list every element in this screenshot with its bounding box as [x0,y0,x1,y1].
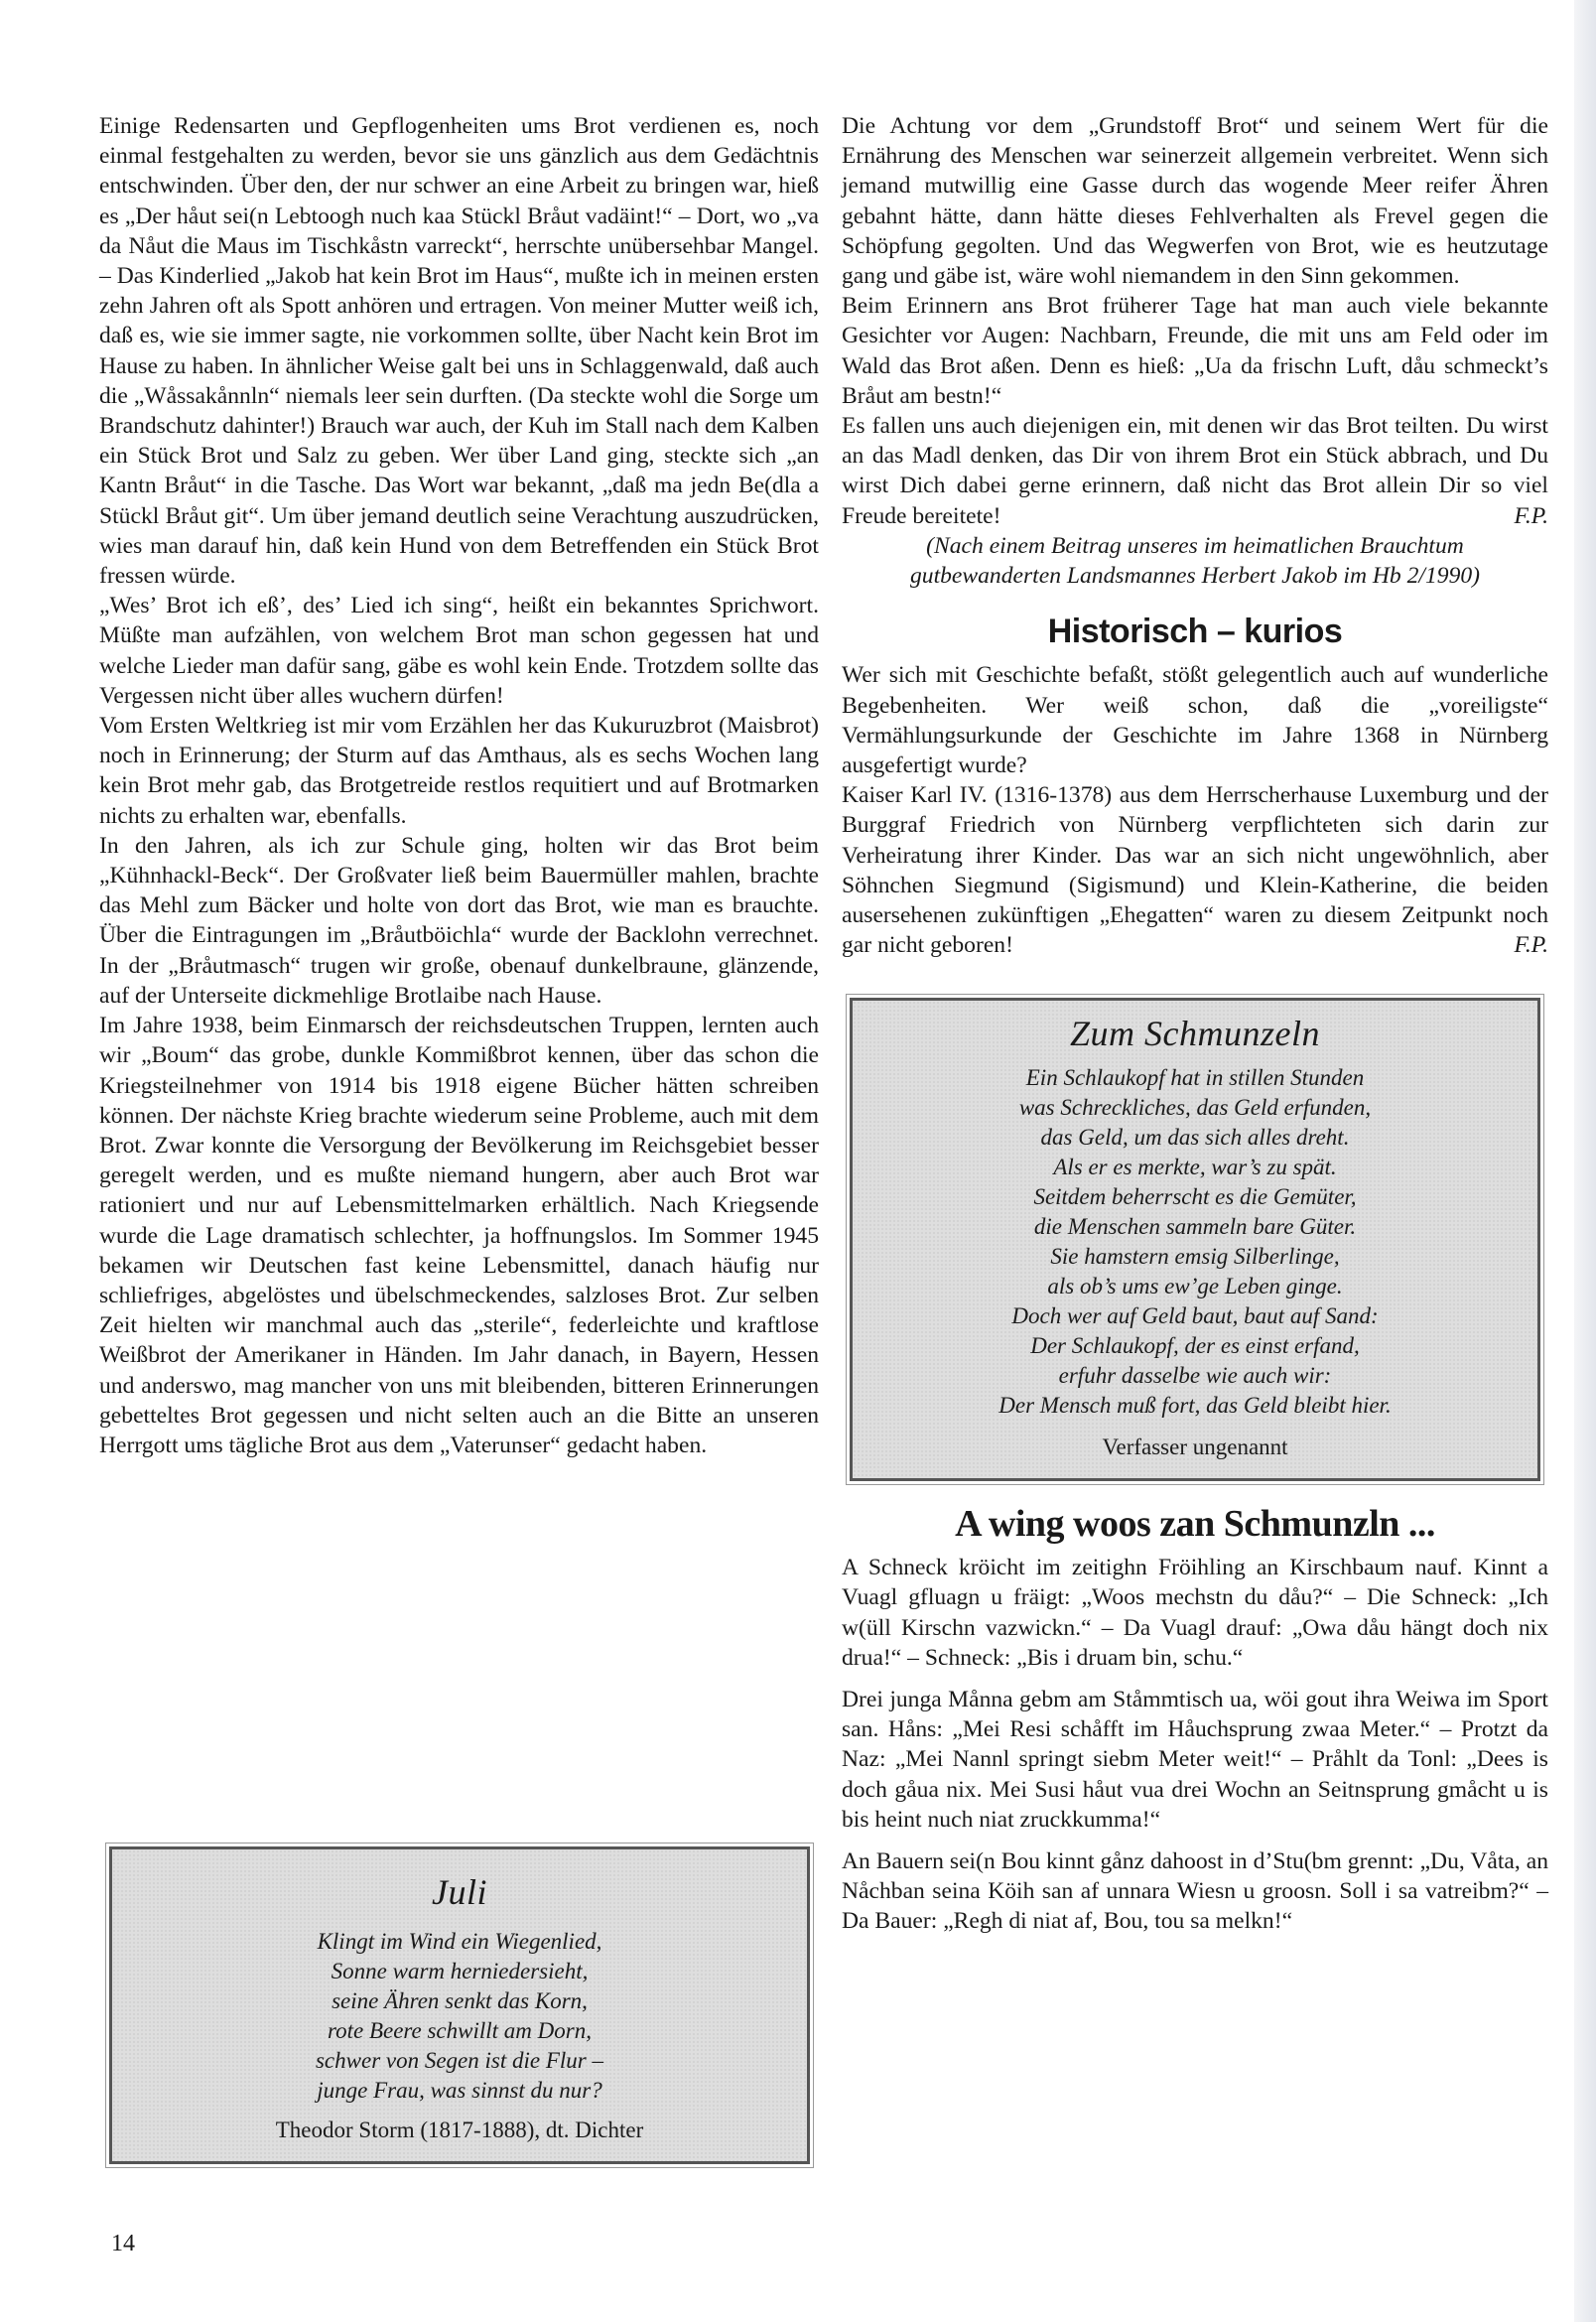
left-paragraph: Einige Redensarten und Gepflogenheiten ums Brot verdienen es, noch einmal festgehalten zu werden, bevor sie uns gänzlich aus dem Gedächtnis entschwinden. Über den, der nur schwer an eine Arbeit zu bringen war, hieß es „Der håut sei(n Lebtoogh nuch kaa Stückl Bråut vadäint!“ – Dort, wo „va da Nåut die Maus im Tischkåstn varreckt“, herrschte unübersehbar Mangel. – Das Kinderlied „Jakob hat kein Brot im Haus“, mußte ich in meinen ersten zehn Jahren oft als Spott anhören und ertragen. Von meiner Mutter weiß ich, daß es, wie sie immer sagte, nie vorkommen sollte, über Nacht kein Brot im Hause zu haben. In ähnlicher Weise galt bei uns in Schlaggenwald, daß auch die „Wåssakånnln“ niemals leer sein durften. (Da steckte wohl die Sorge um Brandschutz dahinter!) Brauch war auch, der Kuh im Stall nach dem Kalben ein Stück Brot und Salz zu geben. Wer über Land ging, steckte sich „an Kantn Bråut“ in die Tasche. Das Wort war bekannt, „daß ma jedn Be(dla a Stückl Bråut git“. Um über jemand deutlich seine Verachtung auszudrücken, wies man darauf hin, daß kein Hund von dem Betreffenden ein Stück Brot fressen würde. [99,113,819,590]
schmunzeln-poem-box [850,998,1540,1480]
page-edge-shadow [1574,0,1596,2322]
historisch-signature: F.P. [1514,932,1548,959]
poem-line: Als er es merkte, war’s zu spät. [1053,1154,1337,1179]
poem-line: Sonne warm herniedersieht, [331,1959,589,1983]
historisch-paragraph [842,780,1548,960]
source-note: gutbewanderten Landsmannes Herbert Jakob im Hb 2/1990) [909,563,1481,590]
poem-line: das Geld, um das sich alles dreht. [1040,1124,1350,1150]
right-paragraph-text: Es fallen uns auch diejenigen ein, mit denen wir das Brot teilten. Du wirst an das Madl denken, das Dir von ihrem Brot ein Stück abbrach, und Du wirst Dich dabei gerne erinnern, daß nicht das Brot allein Dir so viel Freude bereitete! [842,413,1548,529]
poem-line: seine Ähren senkt das Korn, [332,1988,588,2013]
wing-heading: A wing woos zan Schmunzln ... [955,1502,1435,1545]
page-number: 14 [111,2231,135,2256]
left-paragraph: „Wes’ Brot ich eß’, des’ Lied ich sing“, heißt ein bekanntes Sprichwort. Müßte man aufzählen, von welchem Brot man schon gegessen hat und welche Lieder man dafür sang, gäbe es wohl kein Ende. Trotzdem sollte das Vergessen nicht über alles wuchern dürfen! [99,593,819,709]
juli-poem-author: Theodor Storm (1817-1888), dt. Dichter [275,2117,644,2142]
poem-line: Der Mensch muß fort, das Geld bleibt hier. [998,1392,1392,1418]
poem-line: schwer von Segen ist die Flur – [315,2048,603,2073]
poem-line: junge Frau, was sinnst du nur? [317,2078,602,2103]
poem-line: erfuhr dasselbe wie auch wir: [1058,1362,1332,1388]
right-paragraph: Die Achtung vor dem „Grundstoff Brot“ und seinem Wert für die Ernährung des Menschen war seinerzeit allgemein verbreitet. Wenn sich jemand mutwillig eine Gasse durch das wogende Meer reifer Ähren gebahnt hätte, dann hätte dieses Fehlverhalten als Frevel gegen die Schöpfung gegolten. Und das Wegwerfen von Brot, wie es heutzutage gang und gäbe ist, wäre wohl niemandem in den Sinn gekommen. [842,113,1548,290]
wing-paragraph: A Schneck kröicht im zeitighn Fröihling an Kirschbaum nauf. Kinnt a Vuagl gfluagn u fräigt: „Woos mechstn du dåu?“ – Die Schneck: „Ich w(üll Kirschn vazwickn.“ – Da Vuagl drauf: „Owa dåu hängt doch nix drua!“ – Schneck: „Bis i druam bin, schu.“ [842,1555,1548,1671]
poem-line: was Schreckliches, das Geld erfunden, [1018,1094,1372,1120]
poem-line: die Menschen sammeln bare Güter. [1033,1213,1357,1239]
poem-line: Doch wer auf Geld baut, baut auf Sand: [1011,1302,1379,1328]
schmunzeln-poem-title: Zum Schmunzeln [1070,1014,1320,1054]
poem-line: Klingt im Wind ein Wiegenlied, [317,1929,602,1954]
juli-poem-frame [109,1846,810,2164]
poem-line: Sie hamstern emsig Silberlinge, [1050,1243,1340,1269]
right-paragraph [842,411,1548,531]
juli-poem-box [109,1835,810,2164]
poem-line: rote Beere schwillt am Dorn, [328,2018,592,2043]
left-paragraph: In den Jahren, als ich zur Schule ging, holten wir das Brot beim „Kühnhackl-Beck“. Der Großvater ließ beim Bauermüller mahlen, brachte das Mehl zum Bäcker und holte von dort das Brot, wie man es brauchte. Über die Eintragungen im „Bråutböichla“ wurde der Backlohn verrechnet. In der „Bråutmasch“ trugen wir große, obenauf dunkelbraune, glänzende, auf der Unterseite dickmehlige Brotlaibe nach Hause. [99,832,819,1009]
historisch-heading: Historisch – kurios [1047,613,1343,651]
wing-paragraph: An Bauern sei(n Bou kinnt gånz dahoost in d’Stu(bm grennt: „Du, Våta, an Nåchban seina Köih san af unnara Wiesn u groosn. Soll i sa vatreibm?“ – Da Bauer: „Regh di niat af, Bou, tou sa melkn!“ [842,1847,1548,1935]
poem-line: als ob’s ums ew’ge Leben ginge. [1047,1273,1343,1298]
juli-poem-title: Juli [432,1872,487,1912]
intro-signature: F.P. [1514,502,1548,529]
left-paragraph: Vom Ersten Weltkrieg ist mir vom Erzählen her das Kukuruzbrot (Maisbrot) noch in Erinnerung; der Sturm auf das Amthaus, als es sechs Wochen lang kein Brot mehr gab, das Brotgetreide restlos requitiert und auf Brotmarken nichts zu erhalten war, ebenfalls. [99,713,819,829]
left-column [99,111,819,1460]
historisch-paragraph-text: Kaiser Karl IV. (1316-1378) aus dem Herrscherhause Luxemburg und der Burggraf Friedrich von Nürnberg verpflichteten sich darin zur Verheiratung ihrer Kinder. Das war an sich nicht ungewöhnlich, aber Söhnchen Siegmund (Sigismund) und Klein-Katherine, die beiden ausersehenen zukünftigen „Ehegatten“ waren zu diesem Zeitpunkt noch gar nicht geboren! [842,782,1548,959]
source-note: (Nach einem Beitrag unseres im heimatlichen Brauchtum [926,532,1464,559]
poem-line: Ein Schlaukopf hat in stillen Stunden [1025,1064,1365,1090]
wing-paragraph: Drei junga Månna gebm am Ståmmtisch ua, wöi gout ihra Weiwa im Sport san. Håns: „Mei Resi schåfft im Håuchsprung zwaa Meter.“ – Protzt da Naz: „Mei Nannl springt siebm Meter weit!“ – Pråhlt da Tonl: „Dees is doch gåua nix. Mei Susi håut vua drei Wochn an Seitnsprung gmåcht u is bis heint nuch niat zruckkumma!“ [842,1686,1548,1833]
right-column [842,111,1548,1937]
poem-line: Der Schlaukopf, der es einst erfand, [1030,1332,1360,1358]
historisch-paragraph: Wer sich mit Geschichte befaßt, stößt gelegentlich auch auf wunderliche Begebenheiten. Wer weiß schon, daß die „voreiligste“ Vermählungsurkunde der Geschichte im Jahre 1368 in Nürnberg ausgefertigt wurde? [842,662,1548,779]
poem-line: Seitdem beherrscht es die Gemüter, [1033,1183,1357,1209]
schmunzeln-poem-author: Verfasser ungenannt [1102,1434,1288,1459]
left-paragraph: Im Jahre 1938, beim Einmarsch der reichsdeutschen Truppen, lernten auch wir „Boum“ das grobe, dunkle Kommißbrot kennen, über das schon die Kriegsteilnehmer von 1914 bis 1918 eigene Bücher hätten schreiben können. Der nächste Krieg brachte wiederum seine Probleme, auch mit dem Brot. Zwar konnte die Versorgung der Bevölkerung im Reichsgebiet besser geregelt werden, und es mußte niemand hungern, aber auch Brot war rationiert und nur auf Lebensmittelmarken erhältlich. Nach Kriegsende wurde die Lage dramatisch schlechter, ja hoffnungslos. Im Sommer 1945 bekamen wir Deutschen fast keine Lebensmittel, danach häufig nur schliefriges, abgelöstes und übelschmeckendes, salzloses Brot. Zur selben Zeit hielten wir manchmal auch das „sterile“, federleichte und kraftlose Weißbrot der Amerikaner in Händen. Im Jahr danach, in Bayern, Hessen und anderswo, mag mancher von uns mit bleibenden, bitteren Erinnerungen gebetteltes Brot gegessen und nicht selten auch an die Bitte an unseren Herrgott ums tägliche Brot aus dem „Vaterunser“ gedacht haben. [99,1013,819,1458]
right-paragraph: Beim Erinnern ans Brot früherer Tage hat man auch viele bekannte Gesichter vor Augen: Nachbarn, Freunde, die mit uns am Feld oder im Wald das Brot aßen. Denn es hieß: „Ua da frischn Luft, dåu schmeckt’s Bråut am bestn!“ [842,293,1548,409]
